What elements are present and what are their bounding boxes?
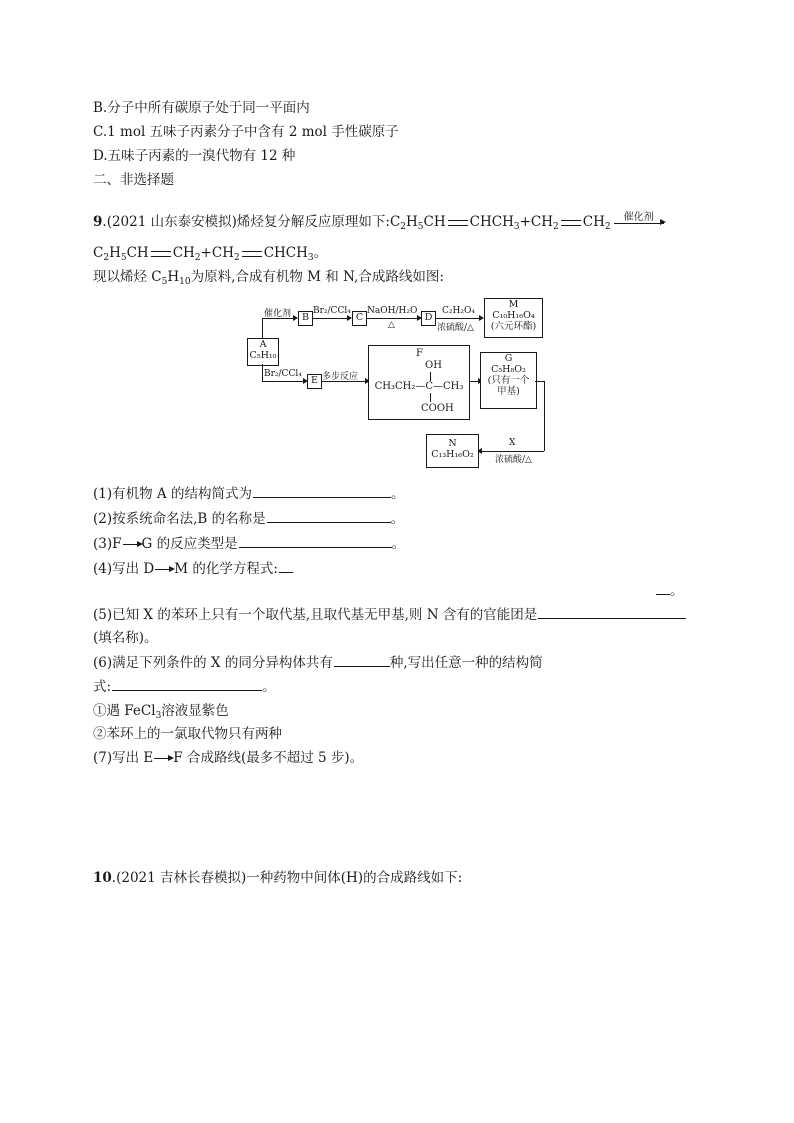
q9-equation-2: $C_2H_5CH$ $CH_2+CH_2$ $CHCH_3$。 [93,245,328,263]
q9-source: .(2021 山东泰安模拟) [102,214,237,230]
arrow-x-label: X [509,438,516,448]
answer-blank[interactable] [656,582,670,595]
catalyst-arrow [614,212,664,224]
sub6-a: (6)满足下列条件的 X 的同分异构体共有 [93,655,333,671]
compound-f-label: F [416,348,423,359]
compound-m-label: M [508,299,519,310]
reaction-arrow [155,569,173,570]
q9-sub4-end [655,582,684,600]
compound-n-box [426,434,479,468]
compound-g-box [480,352,537,409]
answer-blank[interactable] [334,654,390,667]
compound-g-label: G [504,353,513,364]
compound-m-formula: C₁₀H₁₆O₄ [492,310,535,321]
arrow-naoh-label: NaOH/H₂O [367,306,418,316]
compound-c-box: C [352,311,367,326]
q9-intro: 9.(2021 山东泰安模拟)烯烃复分解反应原理如下$:C_2H_5CH$ $CHCH_3+CH_2$ $CH_2$ 催化剂 [93,213,664,231]
compound-d-box: D [421,311,436,326]
eq2-ch: CH [126,245,149,261]
q9-sub7 [93,749,363,767]
arrow-conc-label: 浓硫酸/△ [437,323,474,333]
bond [430,393,431,402]
compound-g-formula: C₅H₈O₂ [491,364,526,375]
eq2-chch: CHCH [263,245,308,261]
option-c: C.1 mol 五味子丙素分子中含有 2 mol 手性碳原子 [93,124,399,140]
eq2-c: C [93,245,104,261]
sub4-b: M 的化学方程式: [174,561,278,577]
material-c: 为原料,合成有机物 M 和 N,合成路线如图: [190,269,444,285]
q9-sub2 [93,510,404,528]
q9-sub1 [93,485,404,503]
period: 。 [670,583,684,599]
eq2-h: H [109,245,121,261]
eq2-period: 。 [313,245,328,261]
eq2-ch2: CH [172,245,195,261]
q10-text: .(2021 吉林长春模拟)一种药物中间体(H)的合成路线如下: [111,870,463,886]
arrow-a-e [262,381,304,382]
q9-sub3 [93,535,405,553]
double-bond [561,220,581,226]
q9-sub6-end [93,678,276,696]
q9-number: 9 [93,214,103,230]
eq-ch: CH [423,214,446,230]
reaction-arrow [154,758,172,759]
sub3-a: (3)F [93,536,122,552]
compound-b-box: B [298,311,313,326]
compound-g-note1: (只有一个 [487,375,530,386]
arrow-catalyst-label: 催化剂 [264,309,292,319]
q9-sub4 [93,560,293,578]
q9-sub6 [93,654,543,672]
sub6-c: 式: [93,679,112,695]
option-d: D.五味子丙素的一溴代物有 12 种 [93,148,296,164]
arrow-c2h2o4-label: C₂H₂O₄ [442,306,475,316]
sub7-b: F 合成路线(最多不超过 5 步)。 [173,750,364,766]
compound-a-label: A [259,339,267,350]
q9-cond2: ②苯环上的一氯取代物只有两种 [93,726,282,742]
catalyst-label: 催化剂 [623,212,654,223]
connector [535,381,544,382]
compound-f-cooh: COOH [421,403,454,414]
arrow-d-m [435,318,480,319]
q9-cond1: ①遇 FeCl$_3$溶液显紫色 [93,703,229,721]
arrow-conc2-label: 浓硫酸/△ [495,455,532,465]
q9-intro-text: 烯烃复分解反应原理如下:C [236,214,401,230]
bond [430,372,431,381]
answer-blank[interactable] [239,535,392,548]
arrow-br2-2-label: Br₂/CCl₄ [264,369,302,379]
eq-h: H [406,214,418,230]
period: 。 [262,679,276,695]
connector [262,318,263,338]
arrow-c-d [366,318,418,319]
compound-a-box [247,338,279,366]
sub3-b: G 的反应类型是 [141,536,238,552]
material-b: H [167,269,180,285]
eq-plus-ch: +CH [519,214,554,230]
period: 。 [390,486,405,502]
compound-a-formula: C₅H₁₀ [249,350,277,361]
compound-m-box [484,298,543,338]
answer-blank[interactable] [279,560,293,573]
compound-f-oh: OH [425,360,442,371]
arrow-br2-label: Br₂/CCl₄ [313,306,351,316]
reaction-arrow [123,544,141,545]
compound-n-formula: C₁₃H₁₆O₂ [431,449,474,460]
q9-sub5 [93,606,686,624]
cond1-a: ①遇 FeCl [93,703,156,719]
arrow-b-c [312,318,348,319]
sub6-b: 种,写出任意一种的结构简 [389,655,543,671]
q10 [93,869,462,887]
sub1-text: (1)有机物 A 的结构简式为 [93,486,252,502]
arrow-naoh-cond: △ [388,320,395,330]
eq-chch: CHCH [469,214,514,230]
answer-blank[interactable] [267,510,391,523]
sub5-b: (填名称)。 [93,630,158,646]
connector [262,364,263,381]
compound-n-label: N [448,438,457,449]
double-bond [151,251,171,257]
eq2-plus: +CH [200,245,234,261]
q9-sub5-end [93,629,158,647]
sub7-a: (7)写出 E [93,750,154,766]
sub2-text: (2)按系统命名法,B 的名称是 [93,511,266,527]
period: 。 [391,536,406,552]
q10-number: 10 [93,870,112,886]
double-bond [448,220,468,226]
section-title: 二、非选择题 [93,172,174,188]
arrow-multi-label: 多步反应 [322,372,359,382]
compound-m-note: (六元环酯) [490,321,537,332]
connector [544,381,545,451]
answer-blank[interactable] [112,678,262,691]
eq-ch-end: CH [582,214,605,230]
period: 。 [390,511,405,527]
compound-f-box [368,345,470,420]
compound-g-note2: 甲基) [497,386,520,397]
q9-material: 现以烯烃 $C_5H_{10}$为原料,合成有机物 M 和 N,合成路线如图: [93,269,444,287]
cond1-b: 溶液显紫色 [161,703,229,719]
compound-f-chain: CH₃CH₂—C—CH₃ [374,381,464,392]
answer-blank[interactable] [538,606,686,619]
double-bond [242,251,262,257]
sub4-a: (4)写出 D [93,561,155,577]
compound-e-box: E [307,374,322,389]
answer-blank[interactable] [253,485,391,498]
material-a: 现以烯烃 C [93,269,162,285]
sub5-a: (5)已知 X 的苯环上只有一个取代基,且取代基无甲基,则 N 含有的官能团是 [93,607,538,623]
option-b: B.分子中所有碳原子处于同一平面内 [93,100,310,116]
